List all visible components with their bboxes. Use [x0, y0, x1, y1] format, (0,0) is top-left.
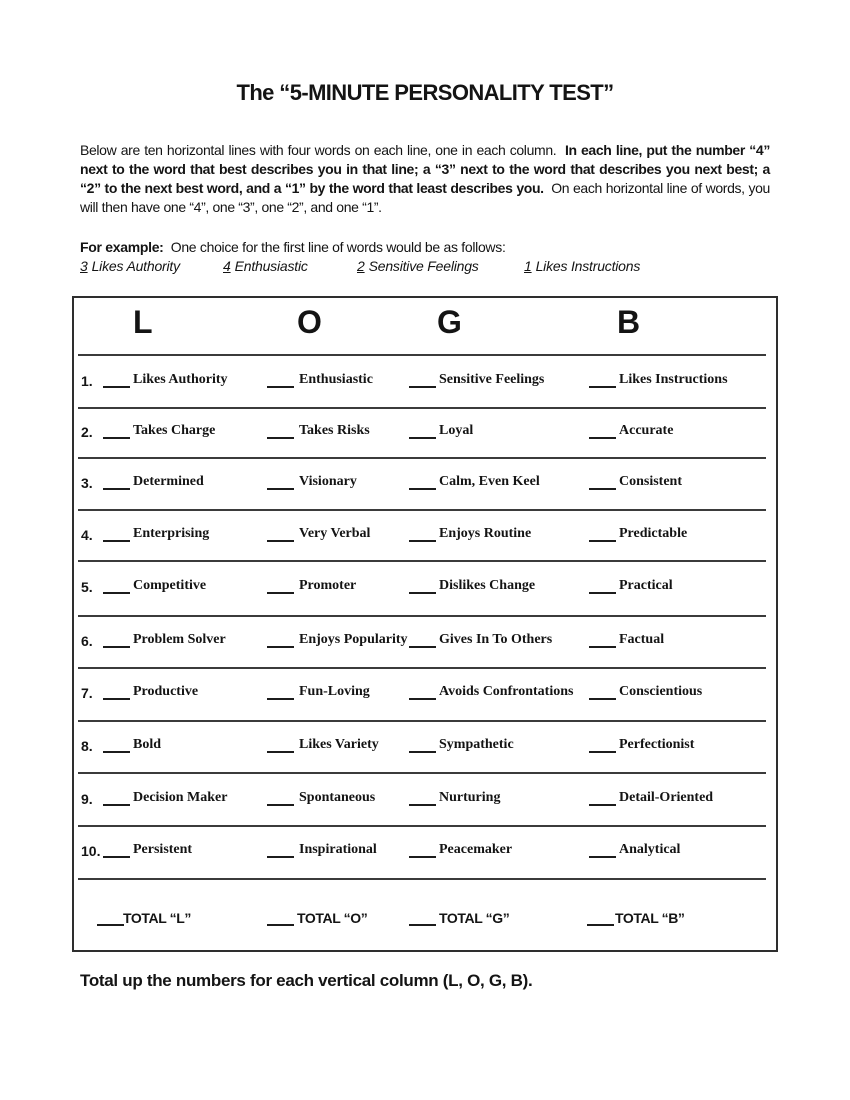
example-value: 4 [223, 258, 231, 274]
page-title: The “5-MINUTE PERSONALITY TEST” [236, 80, 614, 105]
row-number: 6. [81, 633, 93, 649]
example-row [0, 258, 850, 276]
trait-word: Analytical [619, 842, 681, 857]
table-row [74, 526, 776, 544]
column-header-b: B [617, 304, 640, 340]
trait-word: Perfectionist [619, 737, 695, 752]
row-separator-line [78, 720, 766, 722]
trait-word: Visionary [299, 474, 357, 489]
answer-blank-l[interactable] [103, 686, 130, 700]
row-number: 7. [81, 685, 93, 701]
table-row [74, 632, 776, 650]
answer-blank-b[interactable] [589, 792, 616, 806]
trait-word: Consistent [619, 474, 683, 489]
answer-blank-g[interactable] [409, 634, 436, 648]
example-value: 1 [524, 258, 532, 274]
row-number: 2. [81, 424, 93, 440]
total-blank-l[interactable] [97, 912, 124, 926]
trait-word: Practical [619, 578, 673, 593]
answer-blank-o[interactable] [267, 792, 294, 806]
trait-word: Factual [619, 632, 665, 647]
trait-word: Fun-Loving [299, 684, 370, 699]
total-blank-o[interactable] [267, 912, 294, 926]
table-row [74, 684, 776, 702]
trait-word: Spontaneous [299, 790, 376, 805]
test-table [72, 296, 778, 952]
trait-word: Enjoys Popularity [299, 632, 408, 647]
answer-blank-l[interactable] [103, 374, 130, 388]
table-row [74, 372, 776, 390]
example-value: 2 [357, 258, 365, 274]
trait-word: Promoter [299, 578, 357, 593]
answer-blank-b[interactable] [589, 476, 616, 490]
column-header-o: O [297, 304, 321, 340]
example-item [357, 258, 479, 274]
table-row [74, 737, 776, 755]
row-separator-line [78, 878, 766, 880]
answer-blank-l[interactable] [103, 739, 130, 753]
row-number: 8. [81, 738, 93, 754]
row-number: 10. [81, 843, 101, 859]
answer-blank-g[interactable] [409, 425, 436, 439]
row-separator-line [78, 457, 766, 459]
answer-blank-g[interactable] [409, 739, 436, 753]
row-separator-line [78, 354, 766, 356]
row-separator-line [78, 825, 766, 827]
answer-blank-l[interactable] [103, 792, 130, 806]
trait-word: Predictable [619, 526, 688, 541]
answer-blank-o[interactable] [267, 686, 294, 700]
trait-word: Enterprising [133, 526, 210, 541]
footer-instruction: Total up the numbers for each vertical column (L, O, G, B). [80, 971, 533, 990]
trait-word: Problem Solver [133, 632, 226, 647]
trait-word: Decision Maker [133, 790, 228, 805]
row-number: 4. [81, 527, 93, 543]
table-row [74, 474, 776, 492]
answer-blank-l[interactable] [103, 528, 130, 542]
trait-word: Dislikes Change [439, 578, 536, 593]
answer-blank-b[interactable] [589, 580, 616, 594]
trait-word: Competitive [133, 578, 207, 593]
table-row [74, 842, 776, 860]
answer-blank-o[interactable] [267, 844, 294, 858]
row-separator-line [78, 772, 766, 774]
answer-blank-g[interactable] [409, 528, 436, 542]
trait-word: Takes Risks [299, 423, 370, 438]
example-label: For example: [80, 239, 164, 255]
trait-word: Enjoys Routine [439, 526, 532, 541]
answer-blank-b[interactable] [589, 686, 616, 700]
trait-word: Likes Variety [299, 737, 379, 752]
answer-blank-l[interactable] [103, 476, 130, 490]
answer-blank-b[interactable] [589, 634, 616, 648]
answer-blank-g[interactable] [409, 792, 436, 806]
trait-word: Nurturing [439, 790, 501, 805]
answer-blank-o[interactable] [267, 739, 294, 753]
example-value: 3 [80, 258, 88, 274]
trait-word: Sympathetic [439, 737, 514, 752]
row-separator-line [78, 509, 766, 511]
row-separator-line [78, 615, 766, 617]
trait-word: Very Verbal [299, 526, 371, 541]
column-header-l: L [133, 304, 152, 340]
total-blank-b[interactable] [587, 912, 614, 926]
table-row [74, 790, 776, 808]
trait-word: Peacemaker [439, 842, 513, 857]
trait-word: Loyal [439, 423, 474, 438]
trait-word: Conscientious [619, 684, 703, 699]
answer-blank-o[interactable] [267, 634, 294, 648]
total-label-o: TOTAL “O” [297, 910, 368, 926]
instructions-paragraph [80, 141, 770, 217]
trait-word: Avoids Confrontations [439, 684, 574, 699]
trait-word: Bold [133, 737, 162, 752]
total-blank-g[interactable] [409, 912, 436, 926]
example-word: Enthusiastic [234, 258, 308, 274]
answer-blank-o[interactable] [267, 374, 294, 388]
trait-word: Likes Authority [133, 372, 228, 387]
example-word: Sensitive Feelings [368, 258, 479, 274]
answer-blank-o[interactable] [267, 528, 294, 542]
row-separator-line [78, 560, 766, 562]
answer-blank-o[interactable] [267, 476, 294, 490]
total-label-g: TOTAL “G” [439, 910, 510, 926]
answer-blank-b[interactable] [589, 528, 616, 542]
example-item [80, 258, 180, 274]
trait-word: Calm, Even Keel [439, 474, 540, 489]
trait-word: Detail-Oriented [619, 790, 714, 805]
answer-blank-l[interactable] [103, 844, 130, 858]
answer-blank-o[interactable] [267, 580, 294, 594]
example-item [223, 258, 308, 274]
trait-word: Sensitive Feelings [439, 372, 545, 387]
row-number: 5. [81, 579, 93, 595]
answer-blank-o[interactable] [267, 425, 294, 439]
example-word: Likes Authority [91, 258, 180, 274]
trait-word: Determined [133, 474, 204, 489]
answer-blank-l[interactable] [103, 580, 130, 594]
answer-blank-g[interactable] [409, 844, 436, 858]
total-label-b: TOTAL “B” [615, 910, 685, 926]
instructions-bold-text: In each line, put the number “4” next to the word that best describes you in that line; a “3” next to the word that describes you next best; a “2” to the next best word, and a “1” by the word that least describes you. [80, 142, 770, 196]
trait-word: Gives In To Others [439, 632, 553, 647]
answer-blank-g[interactable] [409, 580, 436, 594]
example-word: Likes Instructions [535, 258, 641, 274]
trait-word: Takes Charge [133, 423, 216, 438]
row-separator-line [78, 667, 766, 669]
trait-word: Enthusiastic [299, 372, 373, 387]
answer-blank-b[interactable] [589, 844, 616, 858]
row-number: 3. [81, 475, 93, 491]
column-header-g: G [437, 304, 461, 340]
instructions-text-start: Below are ten horizontal lines with four words on each line, one in each column. [80, 142, 565, 158]
example-line [80, 239, 770, 255]
answer-blank-l[interactable] [103, 425, 130, 439]
example-intro-text: One choice for the first line of words would be as follows: [163, 239, 506, 255]
table-row [74, 578, 776, 596]
example-item [524, 258, 640, 274]
table-row [74, 423, 776, 441]
instructions-text-end: On each horizontal line of words, you will then have one “4”, one “3”, one “2”, and one “1”. [80, 180, 770, 215]
trait-word: Persistent [133, 842, 193, 857]
totals-row [74, 910, 776, 928]
answer-blank-b[interactable] [589, 374, 616, 388]
trait-word: Accurate [619, 423, 674, 438]
answer-blank-l[interactable] [103, 634, 130, 648]
total-label-l: TOTAL “L” [123, 910, 191, 926]
row-number: 1. [81, 373, 93, 389]
answer-blank-b[interactable] [589, 425, 616, 439]
trait-word: Productive [133, 684, 199, 699]
row-separator-line [78, 407, 766, 409]
answer-blank-g[interactable] [409, 686, 436, 700]
answer-blank-g[interactable] [409, 476, 436, 490]
row-number: 9. [81, 791, 93, 807]
trait-word: Likes Instructions [619, 372, 728, 387]
answer-blank-g[interactable] [409, 374, 436, 388]
trait-word: Inspirational [299, 842, 377, 857]
answer-blank-b[interactable] [589, 739, 616, 753]
